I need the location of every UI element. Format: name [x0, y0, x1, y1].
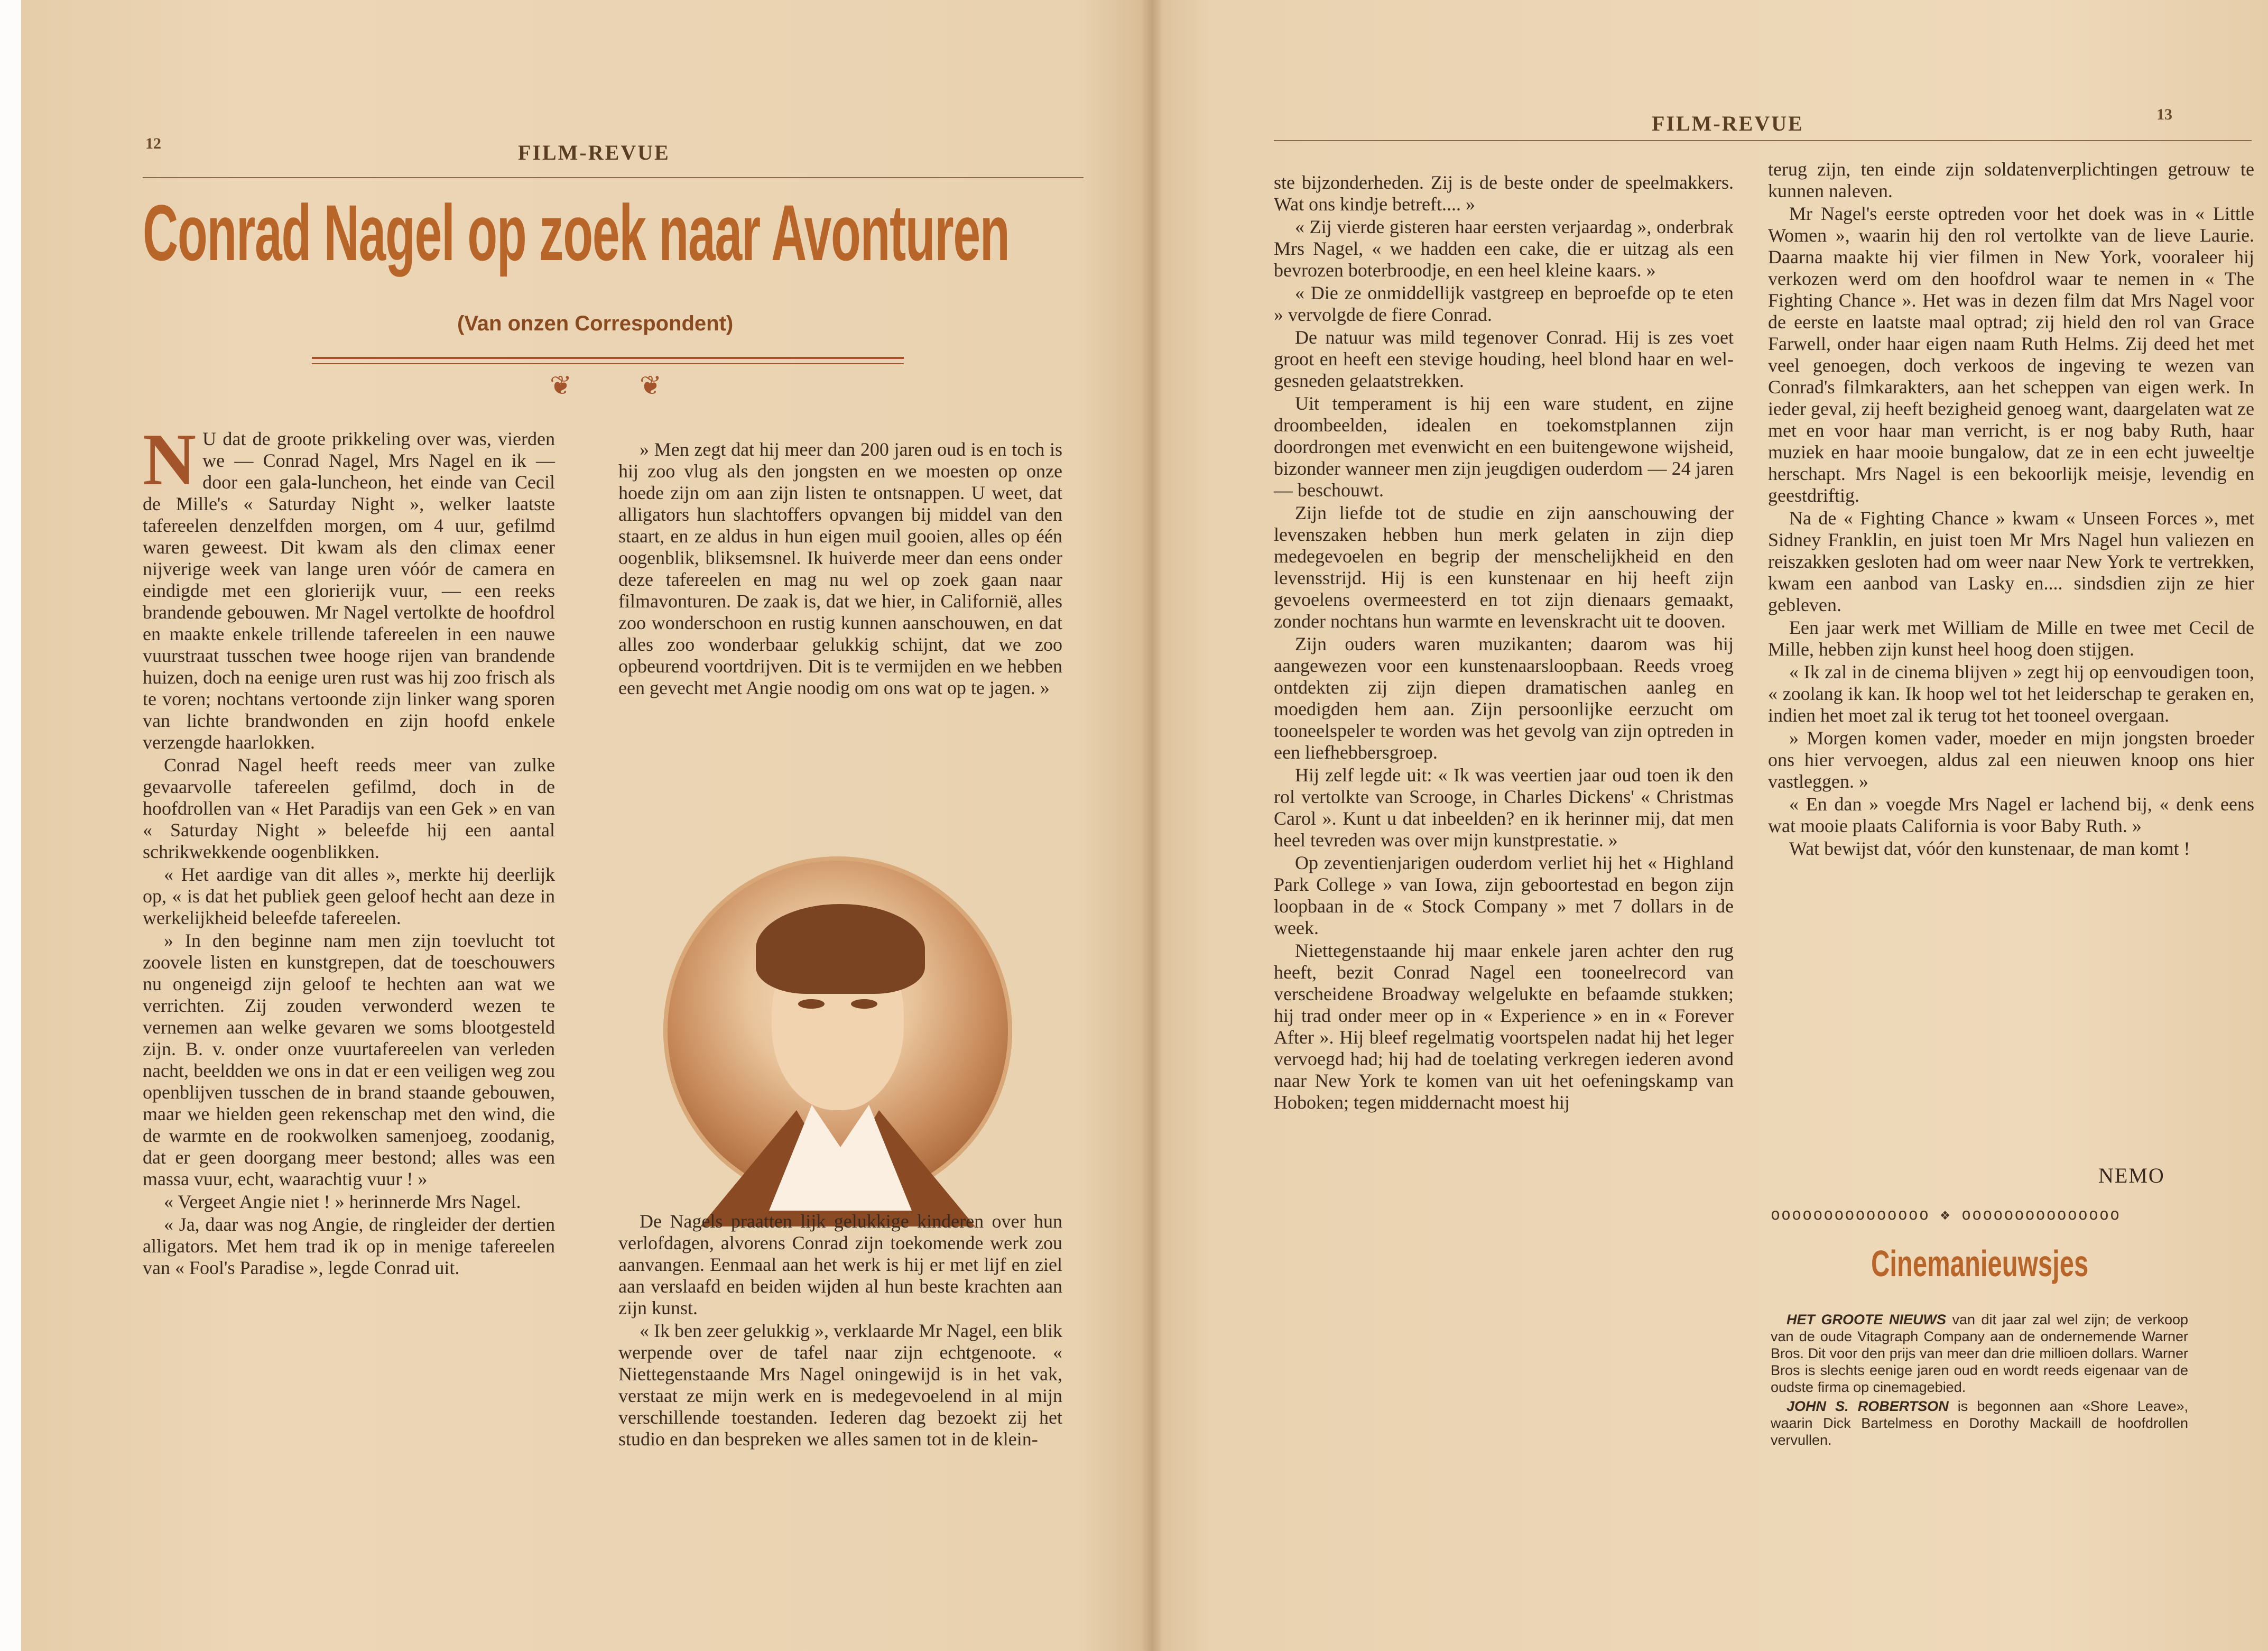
paragraph: Op zeventienjarigen ouderdom verliet hij het « Highland Park College » van Iowa, zijn geboortestad en begon zijn loopbaan in de « Stock Company » met 7 dollars in de week.: [1274, 852, 1734, 938]
paragraph: Een jaar werk met William de Mille en twee met Cecil de Mille, hebben zijn kunst heel hoog doen stijgen.: [1768, 617, 2254, 660]
paragraph: De natuur was mild tegenover Conrad. Hij is zes voet groot en heeft een stevige houding, heel blond haar en wel-gesneden gelaatstrekken.: [1274, 327, 1734, 391]
paragraph: Conrad Nagel heeft reeds meer van zulke gevaarvolle tafereelen gefilmd, doch in de hoofdrollen van « Het Paradijs van een Gek » en van « Saturday Night » beleefde hij een aantal schrikwekkende oogenblikken.: [143, 754, 555, 862]
paragraph: « Ja, daar was nog Angie, de ringleider der dertien alligators. Met hem trad ik op in menige tafereelen van « Fool's Paradise », legde Conrad uit.: [143, 1214, 555, 1278]
paragraph: N U dat de groote prikkeling over was, vierden we — Conrad Nagel, Mrs Nagel en ik — door een gala-luncheon, het einde van Cecil de Mille's « Saturday Night », welker laatste tafereelen denzelfden morgen, om 4 uur, gefilmd waren geweest. Dit kwam als den climax eener nijverige week van lange uren vóór de camera en eindigde met een glorierijk vuur, — een reeks brandende gebouwen. Mr Nagel vertolkte de hoofdrol en maakte enkele trillende tafereelen in een nauwe vuurstraat tusschen twee hooge rijen van brandende huizen, doch na eenige uren rust was hij zoo frisch als te voren; nochtans vertoonde zijn linker wang sporen van lichte brandwonden en zijn hoofd enkele verzengde haarlokken.: [143, 419, 555, 753]
author-signature: NEMO: [2098, 1164, 2165, 1187]
article-column-3: [1274, 172, 1734, 1114]
article-column-2-top: [618, 439, 1062, 700]
article-column-4: [1768, 159, 2254, 861]
leaf-ornament-icon: ❦: [640, 370, 662, 401]
news-items: [1771, 1311, 2188, 1451]
paragraph: Zijn liefde tot de studie en zijn aanschouwing der levenszaken hebben hun merk gelaten in zijn diep medegevoelen en begrip der menschelijkheid en den levensstrijd. Hij is een kunstenaar en hij heeft zijn gevoelens overmeesterd en tot zijn dienaars gemaakt, zonder nochtans hun warmte en levenskracht uit te dooven.: [1274, 502, 1734, 632]
paragraph: ste bijzonderheden. Zij is de beste onder de speelmakkers. Wat ons kindje betreft.... »: [1274, 172, 1734, 215]
paragraph: Mr Nagel's eerste optreden voor het doek was in « Little Women », waarin hij den rol vertolkte van de lieve Laurie. Daarna maakte hij vier filmen in New York, vooraleer hij verkozen werd om den hoofdrol waar te nemen in « The Fighting Chance ». Het was in dezen film dat Mrs Nagel voor de eerste en laatste maal optrad; zij hield den rol van Grace Farwell, onder haar eigen naam Ruth Helms. Zij deed het met veel genoegen, doch verkoos de ingeving te wezen van Conrad's filmkarakters, aan het scheppen van eigen werk. In ieder geval, zij heeft bezigheid genoeg want, daargelaten wat ze met en voor haar man verricht, is er nog baby Ruth, haar muziek en haar mooie bungalow, dat ze in een echt juweeltje herschapt. Mrs Nagel is een bekoorlijk meisje, levendig en geestdriftig.: [1768, 203, 2254, 506]
paragraph: « Zij vierde gisteren haar eersten verjaardag », onderbrak Mrs Nagel, « we hadden een cake, die er uitzag als een bevrozen boterbroodje, en een heel kleine kaars. »: [1274, 216, 1734, 281]
paragraph: « Ik ben zeer gelukkig », verklaarde Mr Nagel, een blik werpende over de tafel naar zijn echtgenoote. « Niettegenstaande Mrs Nagel oningewijd is in het vak, verstaat ze mijn werk en is medegevoelend in al mijn verschillende toestanden. Iederen dag bezoekt zij het studio en dan bespreken we alles samen tot in de klein-: [618, 1320, 1062, 1450]
paragraph: » In den beginne nam men zijn toevlucht tot zoovele listen en kunstgrepen, dat de toeschouwers nu ongeneigd zijn geloof te hechten aan wat we verrichten. Zij zouden verwonderd wezen te vernemen aan welke gevaren we soms blootgesteld zijn. B. v. onder onze vuurtafereelen van verleden nacht, beeldden we ons in dat er een veiligen weg zou openblijven tusschen de in brand staande gebouwen, maar we hielden geen rekenschap met den wind, die de warmte en de rookwolken samenjoeg, zoodanig, dat er geen doorgang meer bestond; alles was een massa vuur, echt, waarachtig vuur ! »: [143, 930, 555, 1189]
paragraph: » Men zegt dat hij meer dan 200 jaren oud is en toch is hij zoo vlug als den jongsten en we moesten op onze hoede zijn om aan zijn listen te ontsnappen. U weet, dat alligators hun slachtoffers opvangen bij middel van den staart, en ze aldus in hun eigen muil gooien, alles op één oogenblik, bliksemsnel. Ik huiverde meer dan eens onder deze tafereelen en mag nu wel op zoek gaan naar filmavonturen. De zaak is, dat we hier, in Californië, alles zoo wonderschoon en rustig kunnen aanschouwen, en dat alles zoo wonderbaar gelukkig schijnt, dat we zoo opbeurend voortdrijven. Dit is te vermijden en we hebben een gevecht met Angie noodig om ons wat op te jagen. »: [618, 439, 1062, 698]
paragraph: Uit temperament is hij een ware student, en zijne droombeelden, idealen en toekomstplannen zijn doordrongen met evenwicht en een buitengewone wijsheid, bizonder wanneer men zijn jeugdigen ouderdom — 24 jaren — beschouwt.: [1274, 393, 1734, 501]
paragraph: Hij zelf legde uit: « Ik was veertien jaar oud toen ik den rol vertolkte van Scrooge, in Charles Dickens' « Christmas Carol ». Kunt u dat inbeelden? en ik herinner mij, dat men heel tevreden was over mijn kunstprestatie. »: [1274, 764, 1734, 851]
paragraph: » Morgen komen vader, moeder en mijn jongsten broeder ons hier vervoegen, aldus zal een nieuwen knoop ons hier vastleggen. »: [1768, 727, 2254, 792]
page-number-right: 13: [2156, 106, 2172, 123]
running-head-left: FILM-REVUE: [518, 141, 670, 164]
paragraph: « Het aardige van dit alles », merkte hij deerlijk op, « is dat het publiek geen geloof hecht aan deze in werkelijkheid beleefde tafereelen.: [143, 864, 555, 928]
conrad-nagel-portrait: [663, 856, 1012, 1205]
magazine-spread: [21, 0, 2268, 1651]
drop-cap: N: [143, 419, 197, 501]
running-head-right: FILM-REVUE: [1652, 112, 1804, 135]
left-page: [21, 0, 1147, 1651]
article-column-2-bottom: [618, 1211, 1062, 1451]
paragraph: « En dan » voegde Mrs Nagel er lachend bij, « denk eens wat mooie plaats California is voor Baby Ruth. »: [1768, 794, 2254, 836]
news-item: JOHN S. ROBERTSON is begonnen aan «Shore Leave», waarin Dick Bartelmess en Dorothy Mackaill de hoofdrollen vervullen.: [1771, 1398, 2188, 1448]
news-item: HET GROOTE NIEUWS van dit jaar zal wel zijn; de verkoop van de oude Vitagraph Company aan de ondernemende Warner Bros. Dit voor den prijs van meer dan drie millioen dollars. Warner Bros is slechts eenige jaren oud en wordt reeds eigenaar van de oudste firma op cinemagebied.: [1771, 1312, 2188, 1395]
page-number-left: 12: [145, 135, 161, 152]
byline: (Van onzen Correspondent): [457, 312, 734, 335]
paragraph: Na de « Fighting Chance » kwam « Unseen Forces », met Sidney Franklin, en juist toen Mr Mrs Nagel hun valiezen en reiszakken gesloten had om weer naar New York te vertrekken, kwam een aanbod van Lasky en.... sindsdien zijn ze hier gebleven.: [1768, 508, 2254, 615]
paragraph: Zijn ouders waren muzikanten; daarom was hij aangewezen voor een kunstenaarsloopbaan. Reeds vroeg ontdekten zij zijn diepen dramatischen aanleg en moedigden hem aan. Zijn persoonlijke eerzucht om tooneelspeler te worden was het gevolg van zijn optreden in een liefhebbersgroep.: [1274, 633, 1734, 763]
article-headline: Conrad Nagel op zoek naar Avonturen: [143, 188, 1010, 277]
paragraph: « Ik zal in de cinema blijven » zegt hij op eenvoudigen toon, « zoolang ik kan. Ik hoop wel tot het leiderschap te geraken en, indien het moet zal ik terug tot het tooneel overgaan.: [1768, 661, 2254, 726]
ornament-rule: [312, 357, 904, 364]
news-section-heading: Cinemanieuwsjes: [1871, 1243, 2089, 1284]
paragraph: terug zijn, ten einde zijn soldatenverplichtingen getrouw te kunnen naleven.: [1768, 159, 2254, 201]
paragraph: Niettegenstaande hij maar enkele jaren achter den rug heeft, bezit Conrad Nagel een tooneelrecord van verscheidene Broadway welgelukte en befaamde stukken; hij trad onder meer op in « Experience » en in « Forever After ». Hij bleef regelmatig voortspelen nadat hij het leger vervoegd had; hij had de toelating verkregen iederen avond naar New York te komen van uit het oefeningskamp van Hoboken; tegen middernacht moest hij: [1274, 940, 1734, 1113]
paragraph: Wat bewijst dat, vóór den kunstenaar, de man komt !: [1789, 838, 2190, 859]
paragraph: « Vergeet Angie niet ! » herinnerde Mrs Nagel.: [164, 1191, 521, 1212]
leaf-ornament-icon: ❦: [550, 370, 572, 401]
article-column-1: [143, 419, 555, 1280]
header-rule-right: [1274, 140, 2252, 141]
section-divider: ooooooooooooooo ❖ ooooooooooooooo: [1771, 1205, 2121, 1224]
header-rule-left: [143, 177, 1084, 178]
paragraph: De Nagels praatten lijk gelukkige kinderen over hun verlofdagen, alvorens Conrad zijn toekomende werk zou aanvangen. Eenmaal aan het werk is hij er met lijf en ziel aan verslaafd en beiden wijden al hun beste krachten aan zijn kunst.: [618, 1211, 1062, 1318]
paragraph: « Die ze onmiddellijk vastgreep en beproefde op te eten » vervolgde de fiere Conrad.: [1274, 282, 1734, 325]
